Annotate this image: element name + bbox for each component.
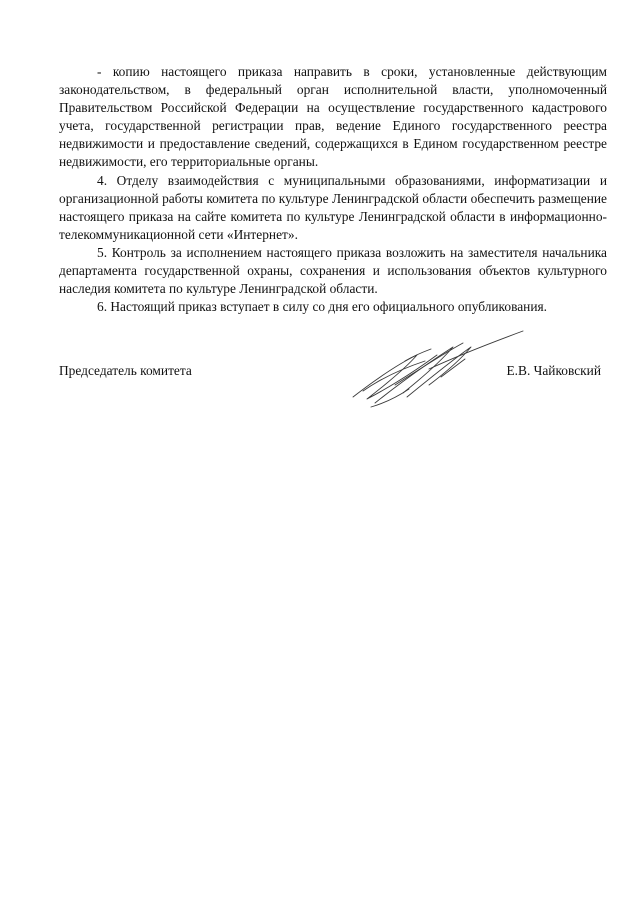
paragraph-cadastral-copy: - копию настоящего приказа направить в сроки, установленные действующим законодательством, в федеральный орган исполнительной власти, уполномоченный Правительством Российской Федерации на осуществление государственного кадастрового учета, государственной регистрации прав, ведение Единого государственного реестра недвижимости и предоставление сведений, содержащихся в Едином государственном реестре недвижимости, его территориальные органы. — [59, 64, 607, 170]
handwritten-signature — [345, 325, 530, 415]
paragraph-item-4: 4. Отделу взаимодействия с муниципальными образованиями, информатизации и организационной работы комитета по культуре Ленинградской области обеспечить размещение настоящего приказа на сайте комитета по культуре Ленинградской области в информационно-телекоммуникационной сети «Интернет». — [59, 172, 607, 242]
signatory-name: Е.В. Чайковский — [506, 363, 601, 378]
document-body — [59, 63, 607, 316]
signatory-title: Председатель комитета — [59, 363, 192, 378]
paragraph-item-5: 5. Контроль за исполнением настоящего приказа возложить на заместителя начальника департамента государственной охраны, сохранения и использования объектов культурного наследия комитета по культуре Ленинградской области. — [59, 244, 607, 297]
paragraph-item-6: 6. Настоящий приказ вступает в силу со дня его официального опубликования. — [97, 299, 547, 315]
